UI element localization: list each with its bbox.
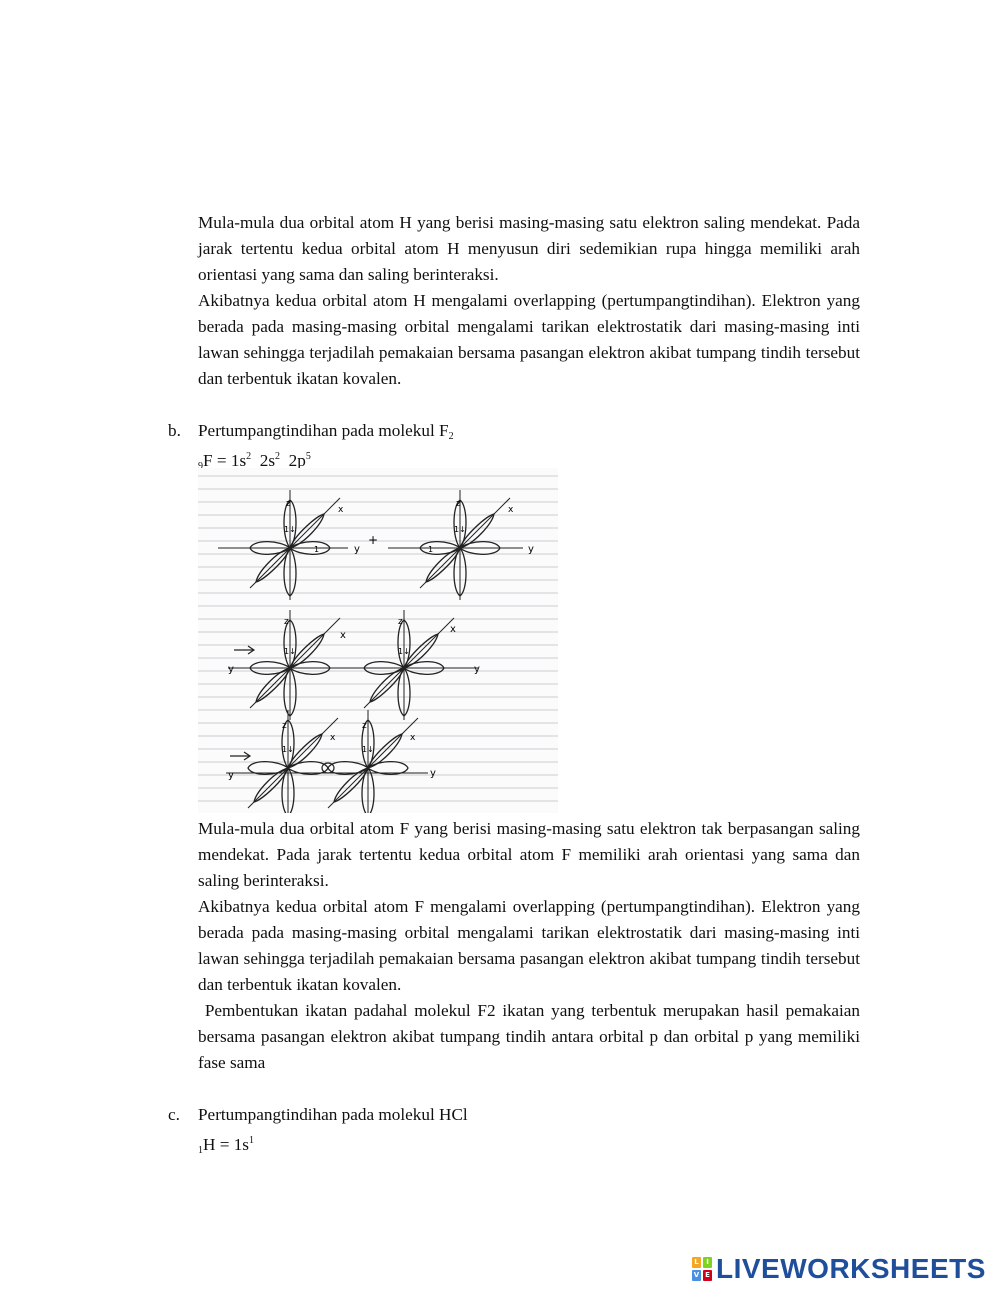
- svg-text:y: y: [528, 544, 534, 555]
- paragraph-f2-overlap: Akibatnya kedua orbital atom F mengalami overlapping (pertumpangtindihan). Elektron yang berada pada masing-masing orbital mengalami tarikan elektrostatik dari masing-masing inti lawan sehingga terjadilah pemakaian bersama pasangan elektron akibat tumpang tindih tersebut dan terbentuk ikatan kovalen.: [198, 897, 860, 994]
- paragraph-f2-approach: Mula-mula dua orbital atom F yang berisi masing-masing satu elektron tak berpasangan saling mendekat. Pada jarak tertentu kedua orbital atom F memiliki arah orientasi yang sama dan saling berinteraksi.: [198, 819, 860, 890]
- electron-config-h: $_1H = 1s^1$: [198, 1135, 254, 1156]
- heading-f2: Pertumpangtindihan pada molekul $F_2$: [198, 421, 454, 442]
- svg-text:1: 1: [314, 545, 320, 554]
- svg-text:z: z: [284, 617, 289, 627]
- svg-text:y: y: [354, 544, 360, 555]
- f-atoms-overlapping-row3: [226, 710, 436, 813]
- plus-sign: +: [368, 533, 379, 547]
- paragraph-f2-bond-formation: Pembentukan ikatan padahal molekul F2 ikatan yang terbentuk merupakan hasil pemakaian bersama pasangan elektron akibat tumpang tindih antara orbital p dan orbital p yang memiliki fase sama: [198, 1001, 865, 1072]
- paragraph-h2-approach: Mula-mula dua orbital atom H yang berisi masing-masing satu elektron saling mendekat. Pada jarak tertentu kedua orbital atom H menyusun diri sedemikian rupa hingga memiliki arah orientasi yang sama dan saling berinteraksi.: [198, 213, 860, 284]
- svg-text:x: x: [450, 624, 456, 635]
- svg-text:1↓: 1↓: [454, 525, 466, 534]
- svg-text:x: x: [508, 505, 514, 515]
- f-atom-2-row1: [388, 490, 534, 600]
- svg-text:z: z: [362, 721, 367, 731]
- svg-text:1: 1: [428, 545, 434, 554]
- logo-text: LIVEWORKSHEETS: [716, 1253, 986, 1284]
- svg-text:z: z: [398, 617, 403, 627]
- electron-config-f: $_9F = 1s^2$ $2s^2$ $2p^5$: [198, 451, 311, 472]
- svg-text:y: y: [430, 768, 436, 779]
- liveworksheets-logo[interactable]: [692, 1252, 986, 1286]
- svg-text:y: y: [474, 664, 480, 675]
- list-marker-c: c.: [168, 1105, 180, 1124]
- f-atom-1-row1: [218, 490, 360, 600]
- orbital-overlap-sketch: [198, 468, 558, 813]
- svg-text:x: x: [330, 733, 336, 743]
- svg-text:y: y: [228, 770, 234, 781]
- list-marker-b: b.: [168, 421, 181, 440]
- paragraph-h2-overlap: Akibatnya kedua orbital atom H mengalami overlapping (pertumpangtindihan). Elektron yang berada pada masing-masing orbital mengalami tarikan elektrostatik dari masing-masing inti lawan sehingga terjadilah pemakaian bersama pasangan elektron akibat tumpang tindih tersebut dan terbentuk ikatan kovalen.: [198, 291, 860, 388]
- logo-mark-icon: L I V E: [692, 1257, 712, 1281]
- svg-text:y: y: [228, 664, 234, 675]
- svg-text:1↓: 1↓: [284, 647, 296, 656]
- f-atoms-approaching-row2: [228, 610, 480, 720]
- svg-text:x: x: [410, 733, 416, 743]
- svg-text:z: z: [456, 499, 461, 509]
- svg-text:z: z: [286, 499, 291, 509]
- svg-text:1↓: 1↓: [284, 525, 296, 534]
- svg-text:z: z: [282, 721, 287, 731]
- svg-text:1↓: 1↓: [398, 647, 410, 656]
- svg-text:1↓: 1↓: [362, 745, 374, 754]
- svg-text:x: x: [340, 630, 346, 641]
- svg-text:x: x: [338, 505, 344, 515]
- svg-text:1↓: 1↓: [282, 745, 294, 754]
- heading-hcl: Pertumpangtindihan pada molekul HCl: [198, 1105, 468, 1124]
